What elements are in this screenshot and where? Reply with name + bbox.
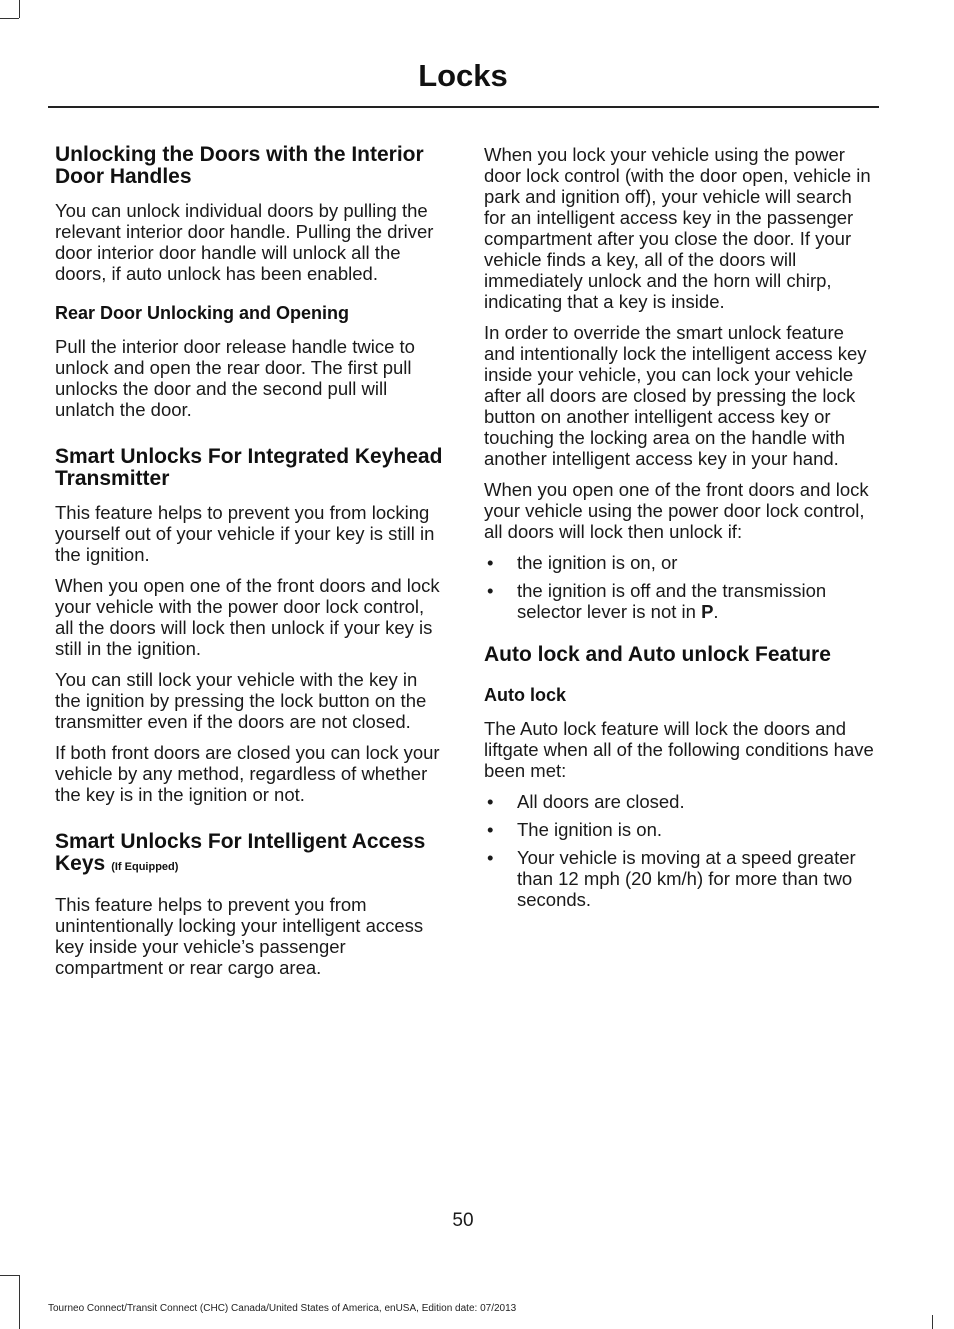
paragraph: You can still lock your vehicle with the key in the ignition by pressing the lock button on the transmitter even if the doors are not closed. [55,669,427,732]
crop-mark [932,1315,933,1329]
page-title: Locks [418,58,508,93]
paragraph: When you open one of the front doors and lock your vehicle using the power door lock control, all doors will lock then unlock if: [484,479,869,542]
section-heading [55,831,447,878]
section-heading-text: Smart Unlocks For Intelligent Access Keys [55,830,426,875]
list-item: • Your vehicle is moving at a speed greater than 12 mph (20 km/h) for more than two seconds. [487,847,856,910]
section-heading: Auto lock and Auto unlock Feature [484,643,831,666]
paragraph: This feature helps to prevent you from unintentionally locking your intelligent access key inside your vehicle’s passenger compartment or rear cargo area. [55,894,424,978]
list-item: • The ignition is on. [487,819,663,840]
paragraph: In order to override the smart unlock feature and intentionally lock the intelligent access key inside your vehicle, you can lock your vehicle after all doors are closed by pressing the lock button on another intelligent access key or touching the locking area on the handle with another intelligent access key in your hand. [484,322,867,469]
crop-mark [19,1275,20,1329]
crop-mark [0,18,19,19]
crop-mark [19,0,20,18]
list-item: • the ignition is on, or [487,552,678,573]
crop-mark [0,1275,19,1276]
bullet-list [484,791,876,910]
bullet: • [487,847,494,868]
paragraph: When you open one of the front doors and lock your vehicle with the power door lock control, all the doors will lock then unlock if your key is still in the ignition. [55,575,440,659]
paragraph: When you lock your vehicle using the power door lock control (with the door open, vehicle in park and ignition off), your vehicle will search for an intelligent access key in the passenger compartment after you close the door. If your vehicle finds a key, all of the doors will immediately unlock and the horn will chirp, indicating that a key is inside. [484,144,871,312]
subheading: Auto lock [484,685,567,705]
bullet: • [487,580,494,601]
page-number: 50 [452,1210,474,1231]
gear-position-p: P [701,601,714,622]
paragraph: You can unlock individual doors by pulling the relevant interior door handle. Pulling the driver door interior door handle will unlock all the doors, if auto unlock has been enabled. [55,200,434,284]
list-item: • the ignition is off and the transmission selector lever is not in P. [487,580,827,622]
header-rule [48,106,879,108]
list-item: • All doors are closed. [487,791,685,812]
right-column [484,144,876,920]
edition-footer: Tourneo Connect/Transit Connect (CHC) Canada/United States of America, enUSA, Edition date: 07/2013 [48,1303,517,1314]
bullet: • [487,819,494,840]
bullet: • [487,552,494,573]
paragraph: Pull the interior door release handle twice to unlock and open the rear door. The first pull unlocks the door and the second pull will unlatch the door. [55,336,415,420]
paragraph: This feature helps to prevent you from locking yourself out of your vehicle if your key is still in the ignition. [55,502,435,565]
left-column [55,144,447,988]
paragraph: If both front doors are closed you can lock your vehicle by any method, regardless of whether the key is in the ignition or not. [55,742,440,805]
bullet: • [487,791,494,812]
if-equipped-tag: (If Equipped) [111,861,179,873]
paragraph: The Auto lock feature will lock the doors and liftgate when all of the following conditions have been met: [484,718,874,781]
bullet-list [484,552,876,622]
subheading: Rear Door Unlocking and Opening [55,303,350,323]
section-heading: Unlocking the Doors with the Interior Door Handles [55,143,424,188]
section-heading: Smart Unlocks For Integrated Keyhead Transmitter [55,445,443,490]
